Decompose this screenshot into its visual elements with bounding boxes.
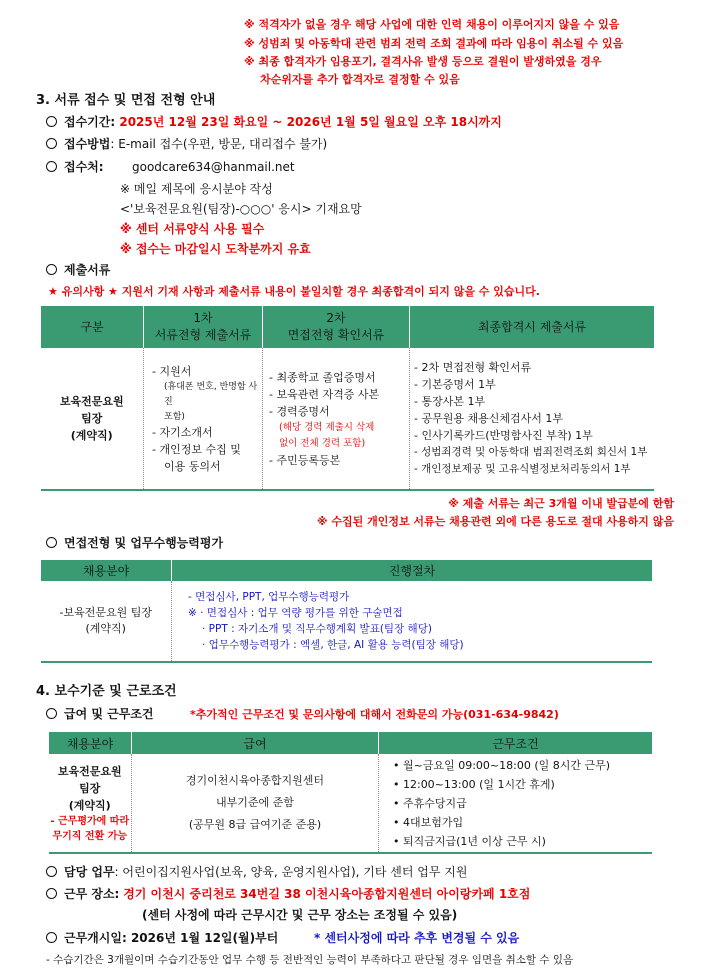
note-top-3: ※ 최종 합격자가 임용포기, 결격사유 발생 등으로 결원이 발생하였을 경우 [244, 55, 602, 68]
start-label: 근무개시일 [64, 931, 122, 945]
method-value: : E-mail 접수(우편, 방문, 대리접수 불가) [110, 137, 328, 151]
interview-field: -보육전문요원 팀장 (계약직) [41, 581, 172, 662]
docs-header-category: 구분 [41, 306, 144, 348]
duty-row [46, 864, 468, 880]
mail-note-3: ※ 센터 서류양식 사용 필수 [120, 222, 265, 236]
duty-label: 담당 업무 [64, 865, 115, 879]
docs-header-second: 2차 면접전형 확인서류 [263, 306, 410, 348]
docs-header-first: 1차 서류전형 제출서류 [144, 306, 263, 348]
docs-col-first: - 지원서 (휴대폰 번호, 반명함 사진 포함) - 자기소개서 - 개인정보 수집 및 이용 동의서 [144, 348, 263, 490]
duty-value: : 어린이집지원사업(보육, 양육, 운영지원사업), 기타 센터 업무 지원 [114, 865, 468, 879]
note-top-2: ※ 성범죄 및 아동학대 관련 범죄 전력 조회 결과에 따라 임용이 취소될 수 있음 [244, 37, 624, 50]
interview-header-field: 채용분야 [41, 560, 172, 581]
pay-header-conditions: 근무조건 [379, 732, 653, 754]
work-place-note: (센터 사정에 따라 근무시간 및 근무 장소는 조정될 수 있음) [142, 908, 458, 922]
warning-text: ★ 유의사항 ★ 지원서 기재 사항과 제출서류 내용이 불일치할 경우 최종합격이 되지 않을 수 있습니다. [48, 285, 540, 298]
period-row: 접수기간: 2025년 12월 23일 화요일 ~ 2026년 1월 5일 월요일 오후 18시까지 [46, 114, 502, 130]
work-place-label: 근무 장소 [64, 887, 115, 901]
circle-bullet-icon [46, 161, 57, 172]
mail-note-2: <'보육전문요원(팀장)-○○○' 응시> 기재요망 [120, 202, 362, 216]
method-row [46, 136, 327, 152]
circle-bullet-icon [46, 537, 57, 548]
email-address: goodcare634@hanmail.net [132, 160, 295, 174]
docs-col-final: - 2차 면접전형 확인서류 - 기본증명서 1부 - 통장사본 1부 - 공무원용 채용신체검사서 1부 - 인사기록카드(반명함사진 부착) 1부 - 성범죄경력 및 아동학대 범죄전력조회 회신서 1부 - 개인정보제공 및 고유식별정보처리동의서 1부 [410, 348, 655, 490]
circle-bullet-icon [46, 888, 57, 899]
pay-row [46, 706, 154, 722]
circle-bullet-icon [46, 932, 57, 943]
pay-note: *추가적인 근무조건 및 문의사항에 대해서 전화문의 가능(031-634-9842) [190, 708, 559, 721]
docs-row-title: 보육전문요원 팀장 (계약직) [41, 348, 144, 490]
interview-header-process: 진행절차 [172, 560, 653, 581]
note-top-1: ※ 적격자가 없을 경우 해당 사업에 대한 인력 채용이 이루어지지 않을 수 있음 [244, 18, 620, 31]
docs-col-second: - 최종학교 졸업증명서 - 보육관련 자격증 사본 - 경력증명서 (해당 경력 제출시 삭제 없이 전체 경력 포함) - 주민등록등본 [263, 348, 410, 490]
circle-bullet-icon [46, 138, 57, 149]
documents-table [40, 306, 654, 491]
mail-note-4: ※ 접수는 마감일시 도착분까지 유효 [120, 242, 311, 256]
docs-row [46, 262, 110, 278]
section4-title: 4. 보수기준 및 근로조건 [36, 684, 177, 699]
work-place-value: 경기 이천시 중리천로 34번길 38 이천시육아종합지원센터 아이랑카페 1호점 [123, 887, 531, 901]
pay-header-field: 채용분야 [49, 732, 132, 754]
pay-field: 보육전문요원 팀장 (계약직) - 근무평가에 따라 무기직 전환 가능 [49, 754, 132, 853]
pay-header-salary: 급여 [132, 732, 379, 754]
note-top-4: 차순위자를 추가 합격자로 결정할 수 있음 [260, 73, 460, 86]
circle-bullet-icon [46, 866, 57, 877]
circle-bullet-icon [46, 116, 57, 127]
interview-steps: - 면접심사, PPT, 업무수행능력평가 ※ · 면접심사 : 업무 역량 평가를 위한 구술면접 · PPT : 자기소개 및 직무수행계획 발표(팀장 해당) · 업무수행능력평가 : 엑셀, 한글, AI 활용 능력(팀장 해당) [172, 581, 653, 662]
period-label: 접수기간 [64, 115, 111, 129]
pay-conditions: • 월~금요일 09:00~18:00 (일 8시간 근무) • 12:00~13:00 (일 1시간 휴게) • 주휴수당지급 • 4대보험가입 • 퇴직금지급(1년 이상 근무 시) [379, 754, 653, 853]
method-label: 접수방법 [64, 137, 111, 151]
interview-title: 면접전형 및 업무수행능력평가 [64, 536, 224, 550]
note-mid-2: ※ 수집된 개인정보 서류는 채용관련 외에 다른 용도로 절대 사용하지 않음 [316, 515, 674, 528]
place-row: 접수처: [46, 159, 104, 175]
interview-table [40, 560, 652, 663]
docs-header-final: 최종합격시 제출서류 [410, 306, 655, 348]
interview-row [46, 535, 223, 551]
circle-bullet-icon [46, 264, 57, 275]
pay-table [48, 732, 652, 854]
docs-label: 제출서류 [64, 263, 111, 277]
section3-title: 3. 서류 접수 및 면접 전형 안내 [36, 93, 216, 108]
period-value: 2025년 12월 23일 화요일 ~ 2026년 1월 5일 월요일 오후 18시까지 [119, 115, 502, 129]
start-note: * 센터사정에 따라 추후 변경될 수 있음 [314, 931, 520, 945]
pay-label: 급여 및 근무조건 [64, 707, 154, 721]
note-mid-1: ※ 제출 서류는 최근 3개월 이내 발급분에 한함 [448, 497, 674, 510]
probation-note: - 수습기간은 3개월이며 수습기간동안 업무 수행 등 전반적인 능력이 부족하다고 판단될 경우 임면을 취소할 수 있음 [46, 954, 574, 966]
place-label: 접수처 [64, 160, 99, 174]
pay-salary: 경기이천시육아종합지원센터 내부기준에 준함 (공무원 8급 급여기준 준용) [132, 754, 379, 853]
mail-note-1: ※ 메일 제목에 응시분야 작성 [120, 182, 273, 196]
circle-bullet-icon [46, 708, 57, 719]
place-of-work-row: 근무 장소: 경기 이천시 중리천로 34번길 38 이천시육아종합지원센터 아이랑카페 1호점 [46, 886, 530, 902]
start-value: : 2026년 1월 12일(월)부터 [121, 931, 279, 945]
start-row [46, 930, 278, 946]
